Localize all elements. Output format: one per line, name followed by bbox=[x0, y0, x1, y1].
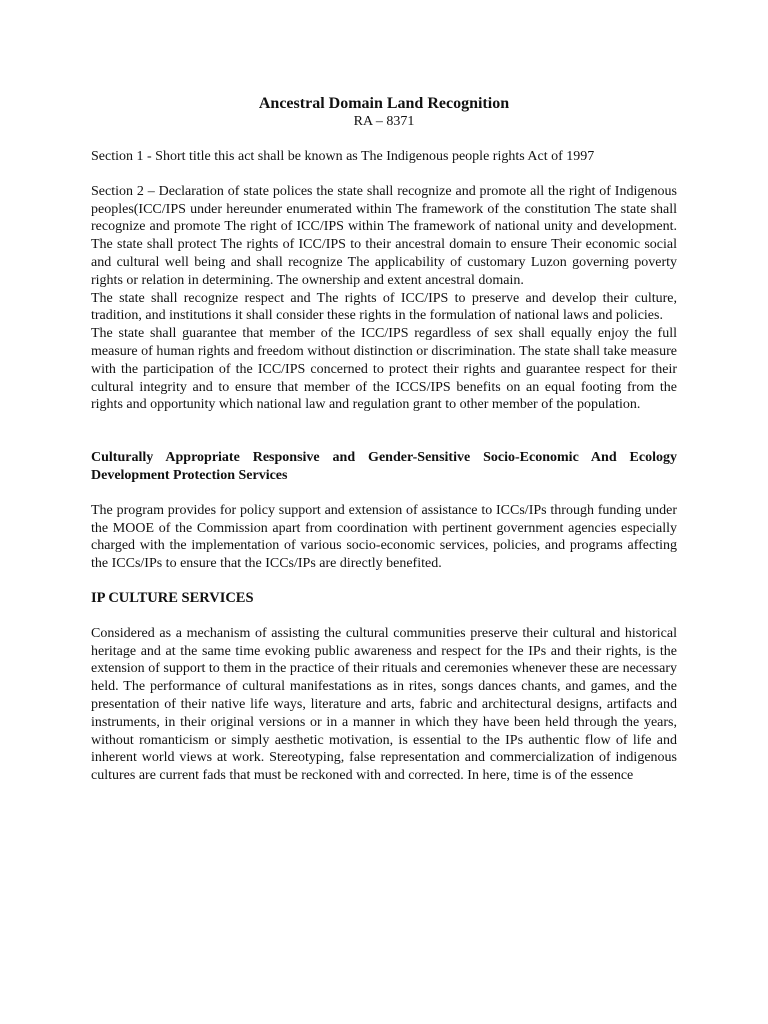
spacer bbox=[91, 166, 677, 183]
document-title: Ancestral Domain Land Recognition bbox=[258, 95, 510, 112]
section-1-paragraph: Section 1 - Short title this act shall be known as The Indigenous people rights Act of 1997 bbox=[91, 149, 595, 164]
spacer bbox=[91, 608, 677, 625]
culture-paragraph: Considered as a mechanism of assisting the cultural communities preserve their cultural and historical heritage and at the same time evoking public awareness and respect for the IPs and their rights, is the extension of support to them in the practice of their rituals and ceremonies whenever these are necessary held. The performance of cultural manifestations as in rites, songs dances chants, and games, and the presentation of their native life ways, literature and arts, fabric and architectural designs, artifacts and instruments, in their original versions or in a manner in which they have been held through the years, without romanticism or simply aesthetic motivation, is essential to the IPs authentic flow of life and inherent world views at work. Stereotyping, false representation and commercialization of indigenous cultures are current fads that must be reckoned with and corrected. In here, time is of the essence bbox=[91, 625, 677, 784]
section-2-paragraph-2: The state shall recognize respect and The rights of ICC/IPS to preserve and develop their culture, tradition, and institutions it shall consider these rights in the formulation of national laws and policies. bbox=[91, 290, 677, 324]
section-2-paragraph-1: Section 2 – Declaration of state polices the state shall recognize and promote all the right of Indigenous peoples(ICC/IPS under hereunder enumerated within The framework of the constitution The state shall recognize and promote The right of ICC/IPS within The framework of national unity and development. The state shall protect The rights of ICC/IPS to their ancestral domain to ensure Their economic social and cultural well being and shall recognize The applicability of customary Luzon governing poverty rights or relation in determining. The ownership and extent ancestral domain. bbox=[91, 183, 677, 288]
culture-heading: IP CULTURE SERVICES bbox=[91, 589, 254, 606]
spacer bbox=[91, 131, 677, 148]
spacer bbox=[91, 414, 677, 449]
document-body bbox=[91, 95, 677, 785]
title-block bbox=[91, 95, 677, 131]
services-heading: Culturally Appropriate Responsive and Gender-Sensitive Socio-Economic And Ecology Development Protection Services bbox=[91, 450, 677, 483]
section-2-paragraph-3: The state shall guarantee that member of the ICC/IPS regardless of sex shall equally enjoy the full measure of human rights and freedom without distinction or discrimination. The state shall take measure with the participation of the ICC/IPS concerned to protect their rights and guarantee respect for their cultural integrity and to ensure that member of the ICCS/IPS benefits on an equal footing from the rights and opportunity which national law and regulation grant to other member of the population. bbox=[91, 326, 677, 413]
document-subtitle: RA – 8371 bbox=[353, 114, 415, 129]
spacer bbox=[91, 485, 677, 502]
services-paragraph: The program provides for policy support and extension of assistance to ICCs/IPs through funding under the MOOE of the Commission apart from coordination with pertinent government agencies especially charged with the implementation of various socio-economic services, policies, and programs affecting the ICCs/IPs to ensure that the ICCs/IPs are directly benefited. bbox=[91, 502, 677, 572]
spacer bbox=[91, 573, 677, 590]
